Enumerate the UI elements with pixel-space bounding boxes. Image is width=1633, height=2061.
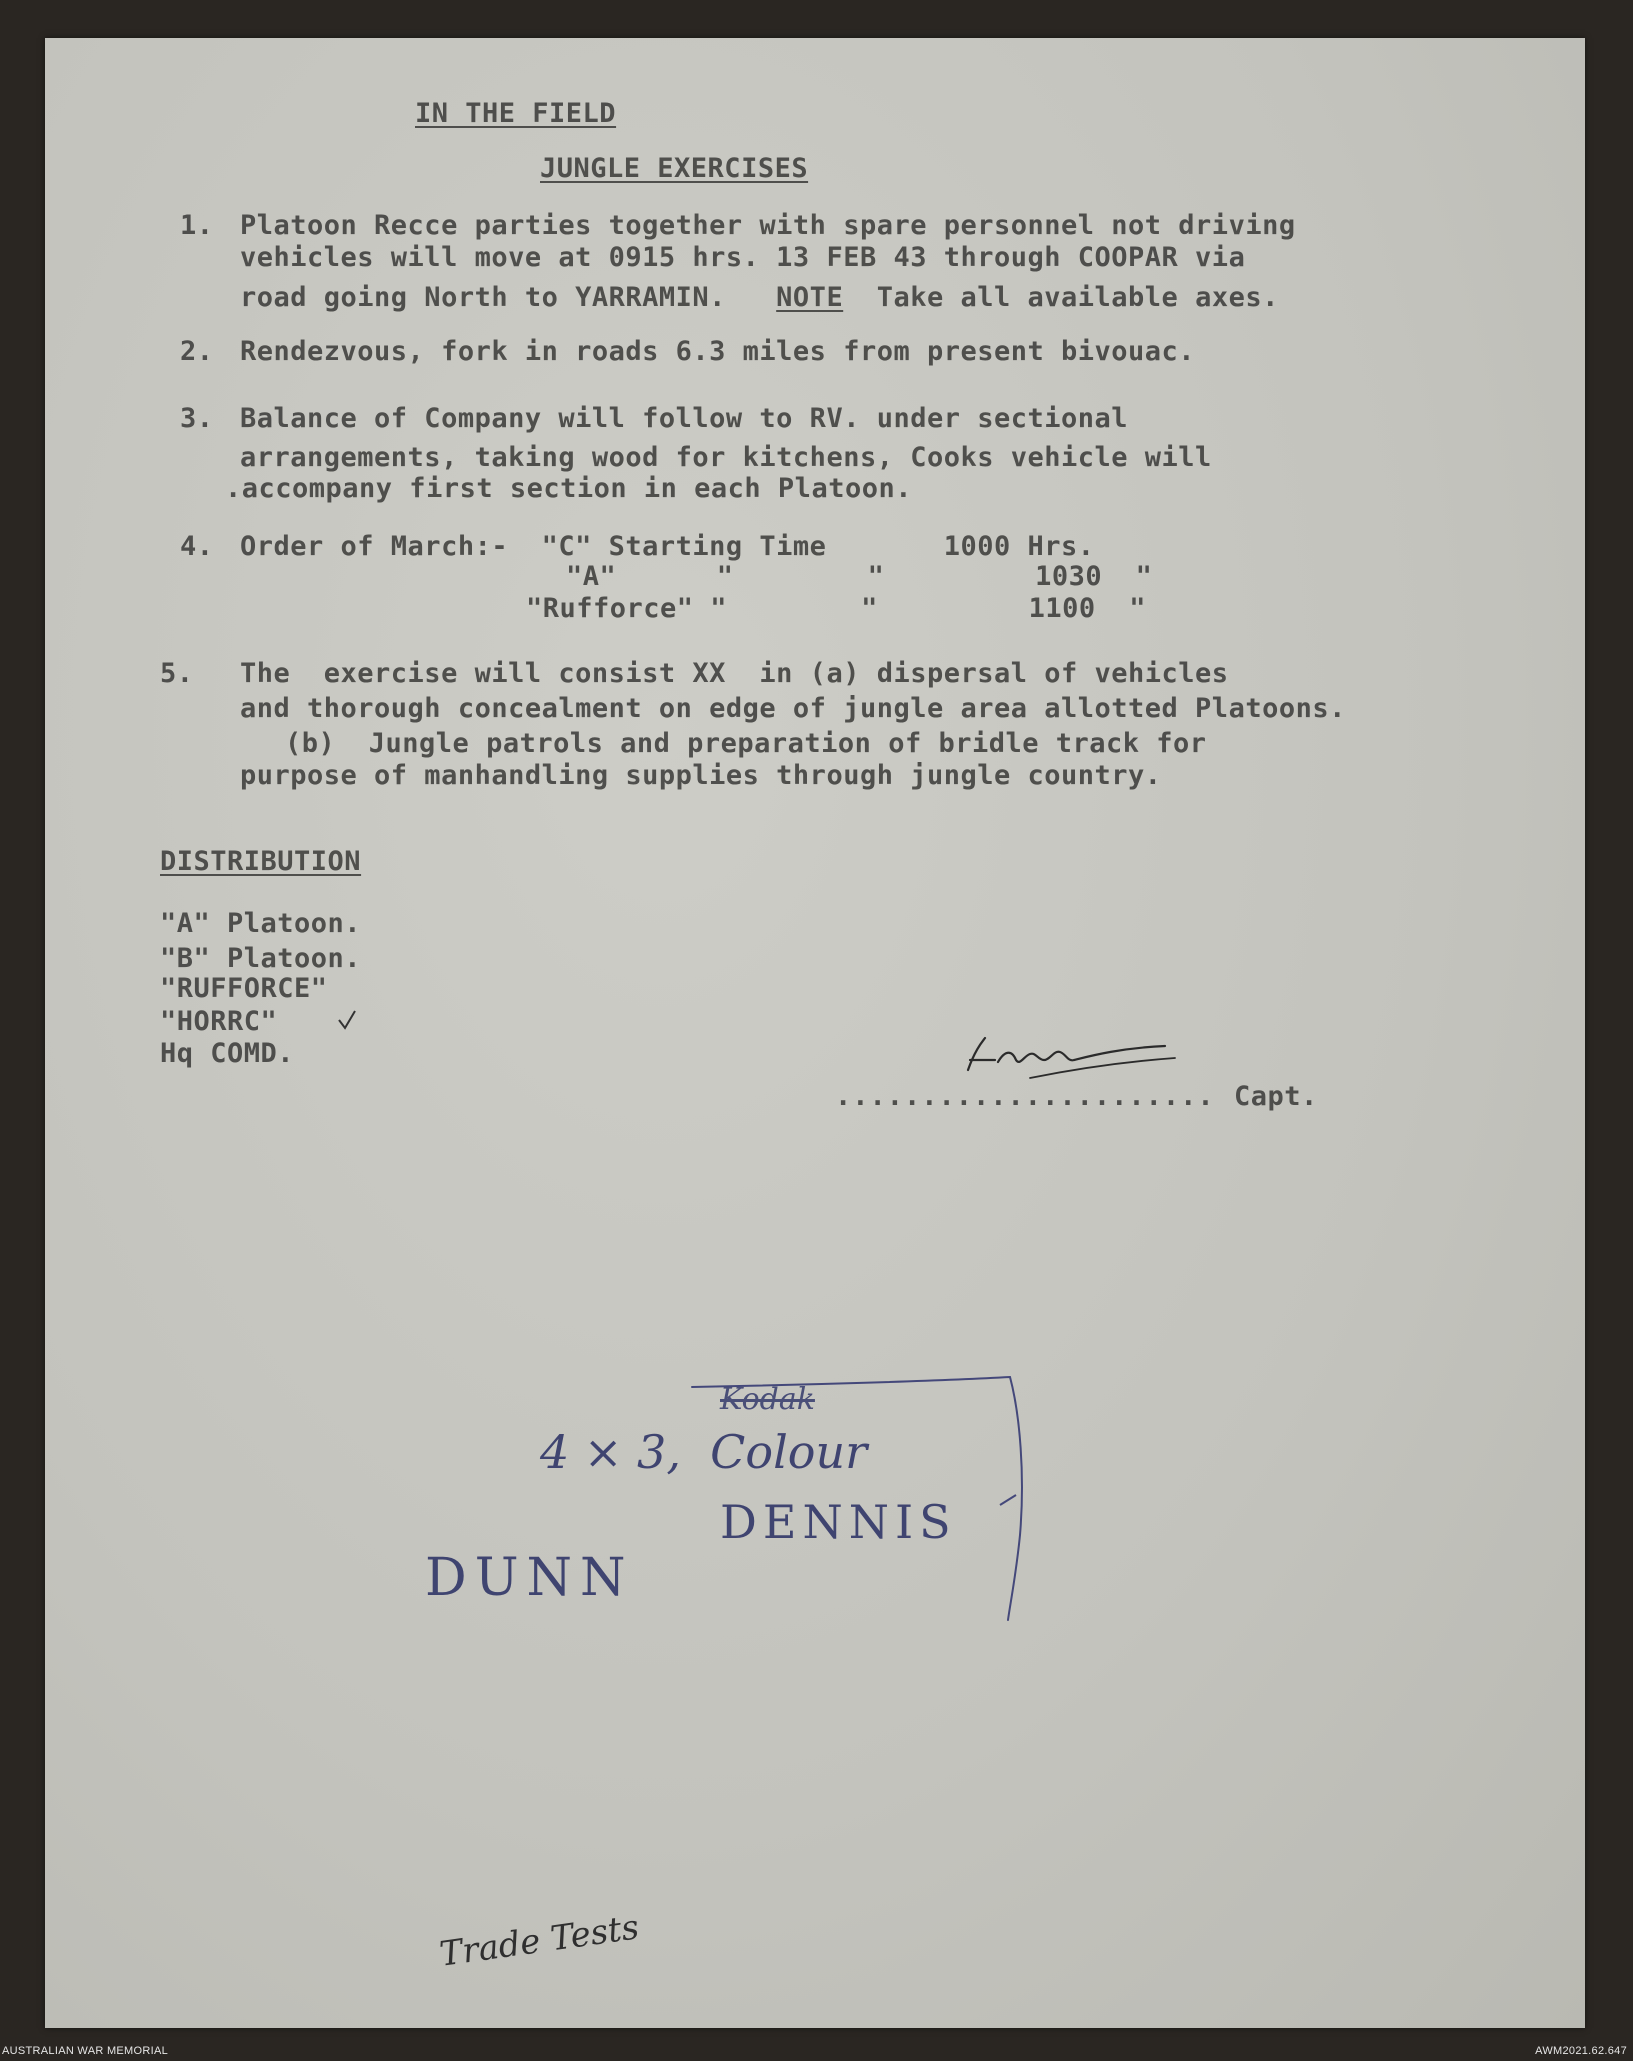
- item-5-line-1: The exercise will consist XX in (a) dispersal of vehicles: [240, 658, 1229, 689]
- item-3-line-2: arrangements, taking wood for kitchens, Cooks vehicle will: [240, 442, 1212, 473]
- distribution-line-5: Hq COMD.: [160, 1038, 295, 1069]
- item-5-line-2: and thorough concealment on edge of jungle area allotted Platoons.: [240, 693, 1346, 724]
- signature-dots: ......................: [835, 1081, 1215, 1112]
- item-number-5: 5.: [160, 658, 194, 689]
- distribution-line-4: "HORRC": [160, 1006, 278, 1037]
- handwritten-dennis: DENNIS: [720, 1495, 957, 1549]
- item-1-line-1: Platoon Recce parties together with spare personnel not driving: [240, 210, 1296, 241]
- item-number-2: 2.: [180, 336, 214, 367]
- tick-mark: [335, 1008, 359, 1032]
- item-3-line-3: .accompany first section in each Platoon.: [225, 473, 912, 504]
- item-1-line-3: [240, 284, 1279, 312]
- handwritten-dunn: DUNN: [425, 1548, 634, 1608]
- item-2-line-1: Rendezvous, fork in roads 6.3 miles from present bivouac.: [240, 336, 1196, 367]
- heading-jungle-exercises: JUNGLE EXERCISES: [540, 153, 809, 184]
- item-4-line-1: Order of March:- "C" Starting Time 1000 Hrs.: [240, 531, 1095, 562]
- distribution-line-3: "RUFFORCE": [160, 973, 328, 1004]
- handwritten-bracket: [680, 1355, 1040, 1635]
- signature-rank: Capt.: [1234, 1081, 1318, 1112]
- item-number-1: 1.: [180, 210, 214, 241]
- handwritten-kodak: Kodak: [720, 1382, 815, 1417]
- item-number-4: 4.: [180, 531, 214, 562]
- heading-in-the-field: IN THE FIELD: [415, 98, 617, 129]
- handwritten-trade-tests: Trade Tests: [437, 1907, 642, 1975]
- footer-accession: AWM2021.62.647: [1535, 2045, 1627, 2057]
- item-5-line-3: (b) Jungle patrols and preparation of bridle track for: [285, 728, 1207, 759]
- item-1-note: NOTE: [776, 282, 844, 313]
- item-3-line-1: Balance of Company will follow to RV. under sectional: [240, 403, 1129, 434]
- distribution-line-2: "B" Platoon.: [160, 943, 362, 974]
- item-4-line-2: "A" " " 1030 ": [566, 561, 1153, 592]
- distribution-title: DISTRIBUTION: [160, 846, 362, 877]
- footer-institution: AUSTRALIAN WAR MEMORIAL: [2, 2045, 169, 2057]
- item-1-line-3-start: road going North to YARRAMIN.: [240, 282, 777, 313]
- handwritten-dimensions: 4 × 3, Colour: [540, 1425, 868, 1479]
- item-4-line-3: "Rufforce" " " 1100 ": [526, 593, 1146, 624]
- handwritten-signature: [950, 1020, 1190, 1090]
- item-1-line-2: vehicles will move at 0915 hrs. 13 FEB 43 through COOPAR via: [240, 242, 1246, 273]
- item-1-line-3-end: Take all available axes.: [843, 282, 1279, 313]
- distribution-line-1: "A" Platoon.: [160, 908, 362, 939]
- item-5-line-4: purpose of manhandling supplies through jungle country.: [240, 760, 1162, 791]
- item-number-3: 3.: [180, 403, 214, 434]
